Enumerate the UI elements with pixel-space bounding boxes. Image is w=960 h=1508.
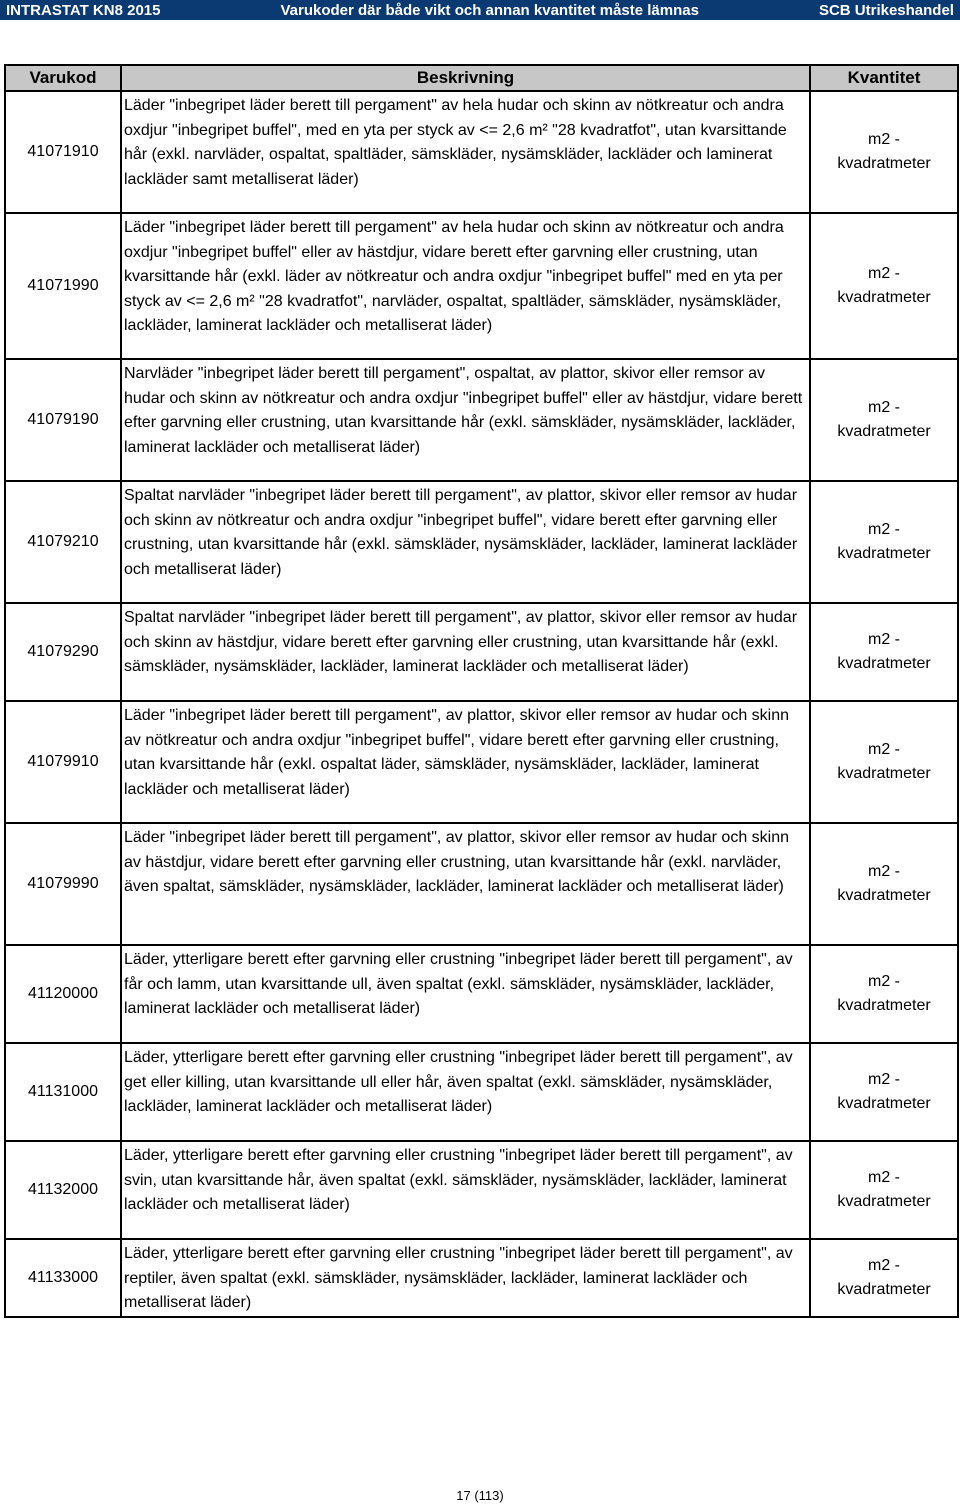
kvantitet-unit-name: kvadratmeter	[837, 155, 931, 173]
beskrivning-cell: Läder, ytterligare berett efter garvning eller crustning "inbegripet läder berett till pergament", av får och lamm, utan kvarsittande ull, även spaltat (exkl. sämskläder, nysämskläder, lackläder, laminerat lackläder och metalliserat läder)	[121, 945, 810, 1043]
beskrivning-cell: Spaltat narvläder "inbegripet läder berett till pergament", av plattor, skivor eller remsor av hudar och skinn av nötkreatur och andra oxdjur "inbegripet buffel", vidare berett efter garvning eller crustning, utan kvarsittande hår (exkl. sämskläder, nysämskläder, lackläder, laminerat lackläder och metalliserat läder)	[121, 481, 810, 603]
kvantitet-cell	[810, 1043, 958, 1141]
varukod-cell: 41079990	[5, 823, 121, 945]
kvantitet-unit-code: m2 -	[868, 863, 900, 880]
table-row	[5, 481, 958, 603]
kvantitet-cell	[810, 91, 958, 213]
beskrivning-cell: Läder, ytterligare berett efter garvning eller crustning "inbegripet läder berett till pergament", av reptiler, även spaltat (exkl. sämskläder, nysämskläder, lackläder, laminerat lackläder och metalliserat läder)	[121, 1239, 810, 1316]
beskrivning-cell: Läder "inbegripet läder berett till pergament" av hela hudar och skinn av nötkreatur och andra oxdjur "inbegripet buffel" eller av hästdjur, vidare berett efter garvning eller crustning, utan kvarsittande hår (exkl. läder av nötkreatur och andra oxdjur "inbegripet buffel" med en yta per styck av <= 2,6 m² "28 kvadratfot", narvläder, ospaltat, spaltläder, sämskläder, nysämskläder, lackläder, laminerat lackläder och metalliserat läder)	[121, 213, 810, 359]
kvantitet-cell	[810, 1239, 958, 1316]
kvantitet-cell	[810, 823, 958, 945]
kvantitet-cell	[810, 481, 958, 603]
kvantitet-cell	[810, 213, 958, 359]
kvantitet-cell	[810, 701, 958, 823]
varukod-cell: 41079290	[5, 603, 121, 701]
kvantitet-cell	[810, 1141, 958, 1239]
beskrivning-cell: Spaltat narvläder "inbegripet läder berett till pergament", av plattor, skivor eller remsor av hudar och skinn av hästdjur, vidare berett efter garvning eller crustning, utan kvarsittande hår (exkl. sämskläder, nysämskläder, lackläder, laminerat lackläder och metalliserat läder)	[121, 603, 810, 701]
page-number: 17 (113)	[456, 1488, 504, 1503]
table-row	[5, 91, 958, 213]
table-row	[5, 701, 958, 823]
kvantitet-unit-code: m2 -	[868, 973, 900, 990]
table-row	[5, 213, 958, 359]
kvantitet-unit-name: kvadratmeter	[837, 765, 931, 783]
kvantitet-unit-name: kvadratmeter	[837, 1095, 931, 1113]
kvantitet-unit-code: m2 -	[868, 131, 900, 148]
document-header	[0, 0, 960, 20]
header-title: INTRASTAT KN8 2015	[6, 1, 161, 19]
varukod-cell: 41079210	[5, 481, 121, 603]
kvantitet-unit-code: m2 -	[868, 399, 900, 416]
table-header-row	[5, 65, 958, 91]
varukod-cell: 41120000	[5, 945, 121, 1043]
varukod-cell: 41071990	[5, 213, 121, 359]
kvantitet-unit-name: kvadratmeter	[837, 997, 931, 1015]
kvantitet-cell	[810, 359, 958, 481]
varukod-cell: 41131000	[5, 1043, 121, 1141]
kvantitet-cell	[810, 603, 958, 701]
table-row	[5, 1141, 958, 1239]
column-header-varukod: Varukod	[5, 65, 121, 91]
kvantitet-unit-name: kvadratmeter	[837, 1281, 931, 1299]
kvantitet-unit-code: m2 -	[868, 1169, 900, 1186]
column-header-kvantitet: Kvantitet	[810, 65, 958, 91]
beskrivning-cell: Narvläder "inbegripet läder berett till pergament", ospaltat, av plattor, skivor eller remsor av hudar och skinn av nötkreatur och andra oxdjur "inbegripet buffel" eller av hästdjur, vidare berett efter garvning eller crustning, utan kvarsittande hår (exkl. sämskläder, nysämskläder, lackläder, laminerat lackläder och metalliserat läder)	[121, 359, 810, 481]
kvantitet-unit-code: m2 -	[868, 741, 900, 758]
header-subtitle: Varukoder där både vikt och annan kvantitet måste lämnas	[280, 1, 699, 19]
table-row	[5, 359, 958, 481]
kvantitet-cell	[810, 945, 958, 1043]
kvantitet-unit-name: kvadratmeter	[837, 423, 931, 441]
kvantitet-unit-name: kvadratmeter	[837, 289, 931, 307]
beskrivning-cell: Läder, ytterligare berett efter garvning eller crustning "inbegripet läder berett till pergament", av svin, utan kvarsittande hår, även spaltat (exkl. sämskläder, nysämskläder, lackläder, laminerat lackläder och metalliserat läder)	[121, 1141, 810, 1239]
header-organization: SCB Utrikeshandel	[818, 1, 954, 19]
varukod-cell: 41071910	[5, 91, 121, 213]
commodity-code-table	[4, 64, 959, 1318]
column-header-beskrivning: Beskrivning	[121, 65, 810, 91]
varukod-cell: 41079190	[5, 359, 121, 481]
kvantitet-unit-code: m2 -	[868, 1071, 900, 1088]
varukod-cell: 41132000	[5, 1141, 121, 1239]
kvantitet-unit-name: kvadratmeter	[837, 545, 931, 563]
beskrivning-cell: Läder "inbegripet läder berett till pergament", av plattor, skivor eller remsor av hudar och skinn av hästdjur, vidare berett efter garvning eller crustning, utan kvarsittande hår (exkl. narvläder, även spaltat, sämskläder, nysämskläder, lackläder, laminerat lackläder och metalliserat läder)	[121, 823, 810, 945]
kvantitet-unit-name: kvadratmeter	[837, 1193, 931, 1211]
kvantitet-unit-code: m2 -	[868, 1256, 900, 1274]
kvantitet-unit-name: kvadratmeter	[837, 887, 931, 905]
kvantitet-unit-code: m2 -	[868, 521, 900, 538]
table-row	[5, 1043, 958, 1141]
varukod-cell: 41079910	[5, 701, 121, 823]
kvantitet-unit-code: m2 -	[868, 265, 900, 282]
kvantitet-unit-name: kvadratmeter	[837, 655, 931, 673]
table-row	[5, 823, 958, 945]
table-row	[5, 945, 958, 1043]
beskrivning-cell: Läder, ytterligare berett efter garvning eller crustning "inbegripet läder berett till pergament", av get eller killing, utan kvarsittande ull eller hår, även spaltat (exkl. sämskläder, nysämskläder, lackläder, laminerat lackläder och metalliserat läder)	[121, 1043, 810, 1141]
table-row	[5, 1239, 958, 1316]
beskrivning-cell: Läder "inbegripet läder berett till pergament" av hela hudar och skinn av nötkreatur och andra oxdjur "inbegripet buffel", med en yta per styck av <= 2,6 m² "28 kvadratfot", utan kvarsittande hår (exkl. narvläder, ospaltat, spaltläder, sämskläder, nysämskläder, lackläder och laminerat lackläder samt metalliserat läder)	[121, 91, 810, 213]
varukod-cell: 41133000	[5, 1239, 121, 1316]
table-row	[5, 603, 958, 701]
kvantitet-unit-code: m2 -	[868, 631, 900, 648]
beskrivning-cell: Läder "inbegripet läder berett till pergament", av plattor, skivor eller remsor av hudar och skinn av nötkreatur och andra oxdjur "inbegripet buffel", vidare berett efter garvning eller crustning, utan kvarsittande hår (exkl. ospaltat läder, sämskläder, nysämskläder, lackläder, laminerat lackläder och metalliserat läder)	[121, 701, 810, 823]
